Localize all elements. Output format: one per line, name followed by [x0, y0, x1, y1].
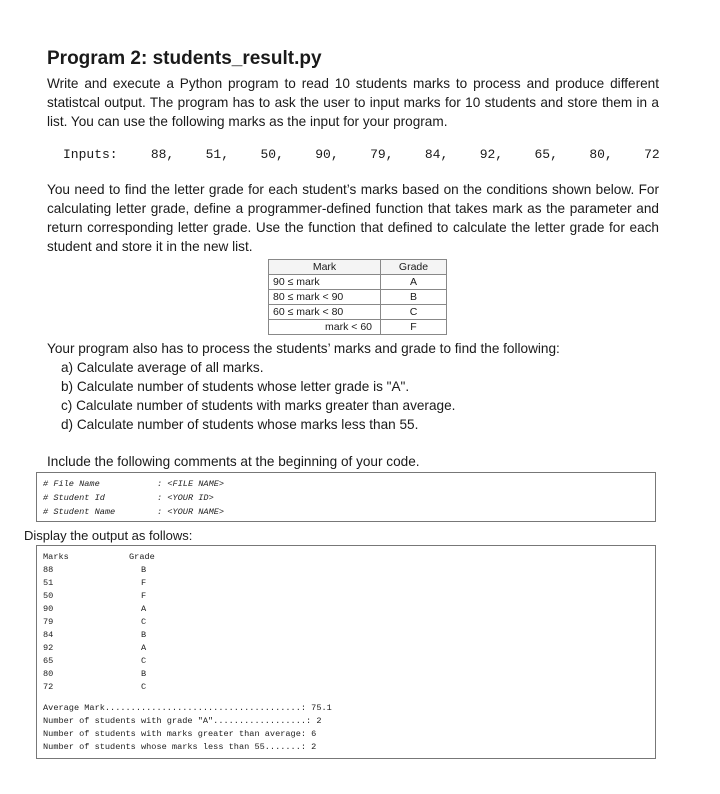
comment-value: : <YOUR ID> — [157, 493, 214, 503]
input-value: 79, — [370, 147, 394, 162]
output-mark: 72 — [43, 682, 54, 692]
task-item: b) Calculate number of students whose letter grade is "A". — [61, 379, 410, 394]
display-intro: Display the output as follows: — [24, 528, 193, 543]
output-grade: F — [141, 578, 147, 588]
comment-value: : <YOUR NAME> — [157, 507, 225, 517]
comment-label: # Student Id — [43, 493, 105, 503]
grade-table-cell: B — [381, 290, 447, 305]
output-header: Marks — [43, 552, 69, 562]
comment-label: # File Name — [43, 479, 100, 489]
input-value: 92, — [479, 147, 504, 162]
process-intro: Your program also has to process the students’ marks and grade to find the following: — [47, 341, 560, 356]
grade-table-cell: C — [381, 305, 447, 320]
output-grade: C — [141, 656, 147, 666]
grade-table-cell: 80 ≤ mark < 90 — [269, 290, 381, 305]
output-mark: 88 — [43, 565, 54, 575]
output-header: Grade — [129, 552, 155, 562]
task-item: a) Calculate average of all marks. — [61, 360, 264, 375]
grade-table-header: Grade — [381, 260, 447, 275]
comment-value: : <FILE NAME> — [157, 479, 225, 489]
intro-paragraph: Write and execute a Python program to read 10 students marks to process and produce different statistcal output. The program has to ask the user to input marks for 10 students and store them in a list. You can use the following marks as the input for your program. — [47, 76, 659, 129]
grade-table-cell: 60 ≤ mark < 80 — [269, 305, 381, 320]
grade-table — [268, 259, 447, 335]
input-value: 65, — [534, 147, 558, 162]
task-item: d) Calculate number of students whose marks less than 55. — [61, 417, 419, 432]
input-value: 88, — [150, 147, 175, 162]
output-mark: 79 — [43, 617, 54, 627]
comments-intro: Include the following comments at the beginning of your code. — [47, 454, 420, 469]
output-mark: 92 — [43, 643, 54, 653]
output-mark: 50 — [43, 591, 54, 601]
output-grade: C — [141, 682, 147, 692]
inputs-line — [63, 147, 660, 162]
grade-table-cell: mark < 60 — [269, 320, 381, 335]
output-grade: A — [141, 643, 147, 653]
input-value: 90, — [315, 147, 339, 162]
output-summary: Average Mark......................................: 75.1 — [43, 703, 332, 713]
grade-table-cell: F — [381, 320, 447, 335]
output-grade: A — [141, 604, 147, 614]
output-box — [36, 545, 656, 759]
output-grade: B — [141, 669, 147, 679]
input-value: 51, — [205, 147, 230, 162]
input-value: 84, — [424, 147, 449, 162]
comments-box — [36, 472, 656, 522]
grade-table-cell: 90 ≤ mark — [269, 275, 381, 290]
comment-label: # Student Name — [43, 507, 116, 517]
output-summary: Number of students with marks greater than average: 6 — [43, 729, 317, 739]
grade-table-cell: A — [381, 275, 447, 290]
input-value: 50, — [260, 147, 284, 162]
output-grade: B — [141, 630, 147, 640]
output-mark: 84 — [43, 630, 54, 640]
task-item: c) Calculate number of students with marks greater than average. — [61, 398, 456, 413]
inputs-label: Inputs: — [63, 147, 118, 162]
output-grade: C — [141, 617, 147, 627]
input-value: 80, — [589, 147, 613, 162]
output-mark: 80 — [43, 669, 54, 679]
input-value: 72 — [644, 147, 660, 162]
grade-paragraph: You need to find the letter grade for each student’s marks based on the conditions shown below. For calculating letter grade, define a programmer-defined function that takes mark as the parameter and return corresponding letter grade. Use the function that defined to calculate the letter grade for each student and store it in the new list. — [47, 182, 659, 254]
output-grade: B — [141, 565, 147, 575]
grade-table-header: Mark — [269, 260, 381, 275]
output-grade: F — [141, 591, 147, 601]
output-mark: 65 — [43, 656, 54, 666]
page-title: Program 2: students_result.py — [47, 48, 322, 69]
output-summary: Number of students whose marks less than 55.......: 2 — [43, 742, 317, 752]
output-mark: 90 — [43, 604, 54, 614]
output-mark: 51 — [43, 578, 54, 588]
output-summary: Number of students with grade "A"..................: 2 — [43, 716, 322, 726]
